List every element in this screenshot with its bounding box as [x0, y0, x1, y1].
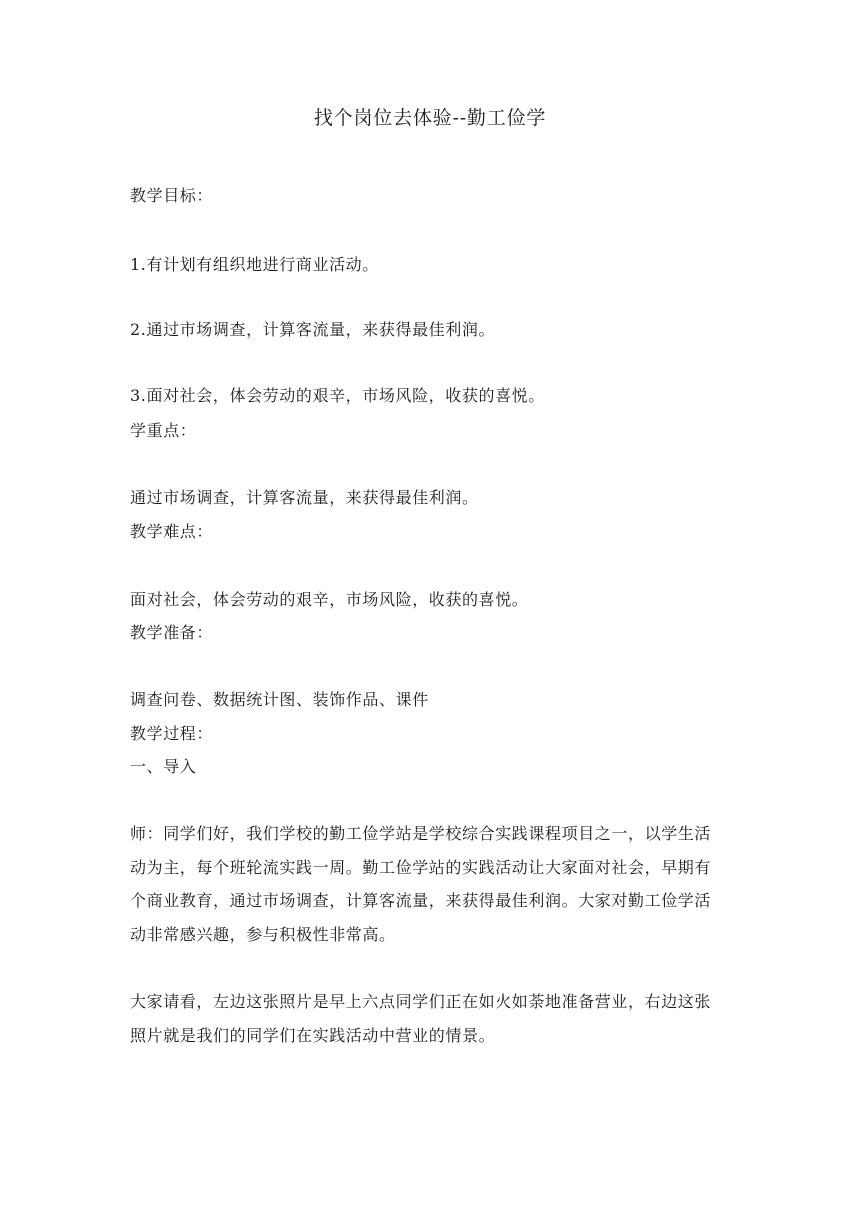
paragraph-line: 大家请看，左边这张照片是早上六点同学们正在如火如荼地准备营业，右边这张 [130, 992, 712, 1011]
teaching-goals-heading: 教学目标： [130, 186, 214, 205]
paragraph-line: 师：同学们好，我们学校的勤工俭学站是学校综合实践课程项目之一，以学生活 [130, 824, 712, 843]
document-title: 找个岗位去体验--勤工俭学 [313, 107, 547, 129]
difficulties-heading: 教学难点： [130, 522, 214, 541]
process-heading: 教学过程： [130, 724, 214, 743]
paragraph-line: 个商业教育，通过市场调查，计算客流量，来获得最佳利润。大家对勤工俭学活 [130, 891, 712, 910]
section-intro-heading: 一、导入 [130, 757, 197, 776]
key-points-text: 通过市场调查，计算客流量，来获得最佳利润。 [130, 488, 479, 507]
paragraph-line: 动非常感兴趣，参与积极性非常高。 [130, 925, 396, 944]
preparation-text: 调查问卷、数据统计图、装饰作品、课件 [130, 690, 429, 709]
preparation-heading: 教学准备： [130, 623, 214, 642]
goal-item-3: 3.面对社会，体会劳动的艰辛，市场风险，收获的喜悦。 [130, 386, 545, 405]
goal-item-1: 1.有计划有组织地进行商业活动。 [130, 255, 379, 274]
paragraph-line: 照片就是我们的同学们在实践活动中营业的情景。 [130, 1026, 496, 1045]
paragraph-line: 动为主，每个班轮流实践一周。勤工俭学站的实践活动让大家面对社会，早期有 [130, 858, 712, 877]
key-points-heading: 学重点： [130, 421, 197, 440]
goal-item-2: 2.通过市场调查，计算客流量，来获得最佳利润。 [130, 320, 496, 339]
difficulties-text: 面对社会，体会劳动的艰辛，市场风险，收获的喜悦。 [130, 590, 529, 609]
